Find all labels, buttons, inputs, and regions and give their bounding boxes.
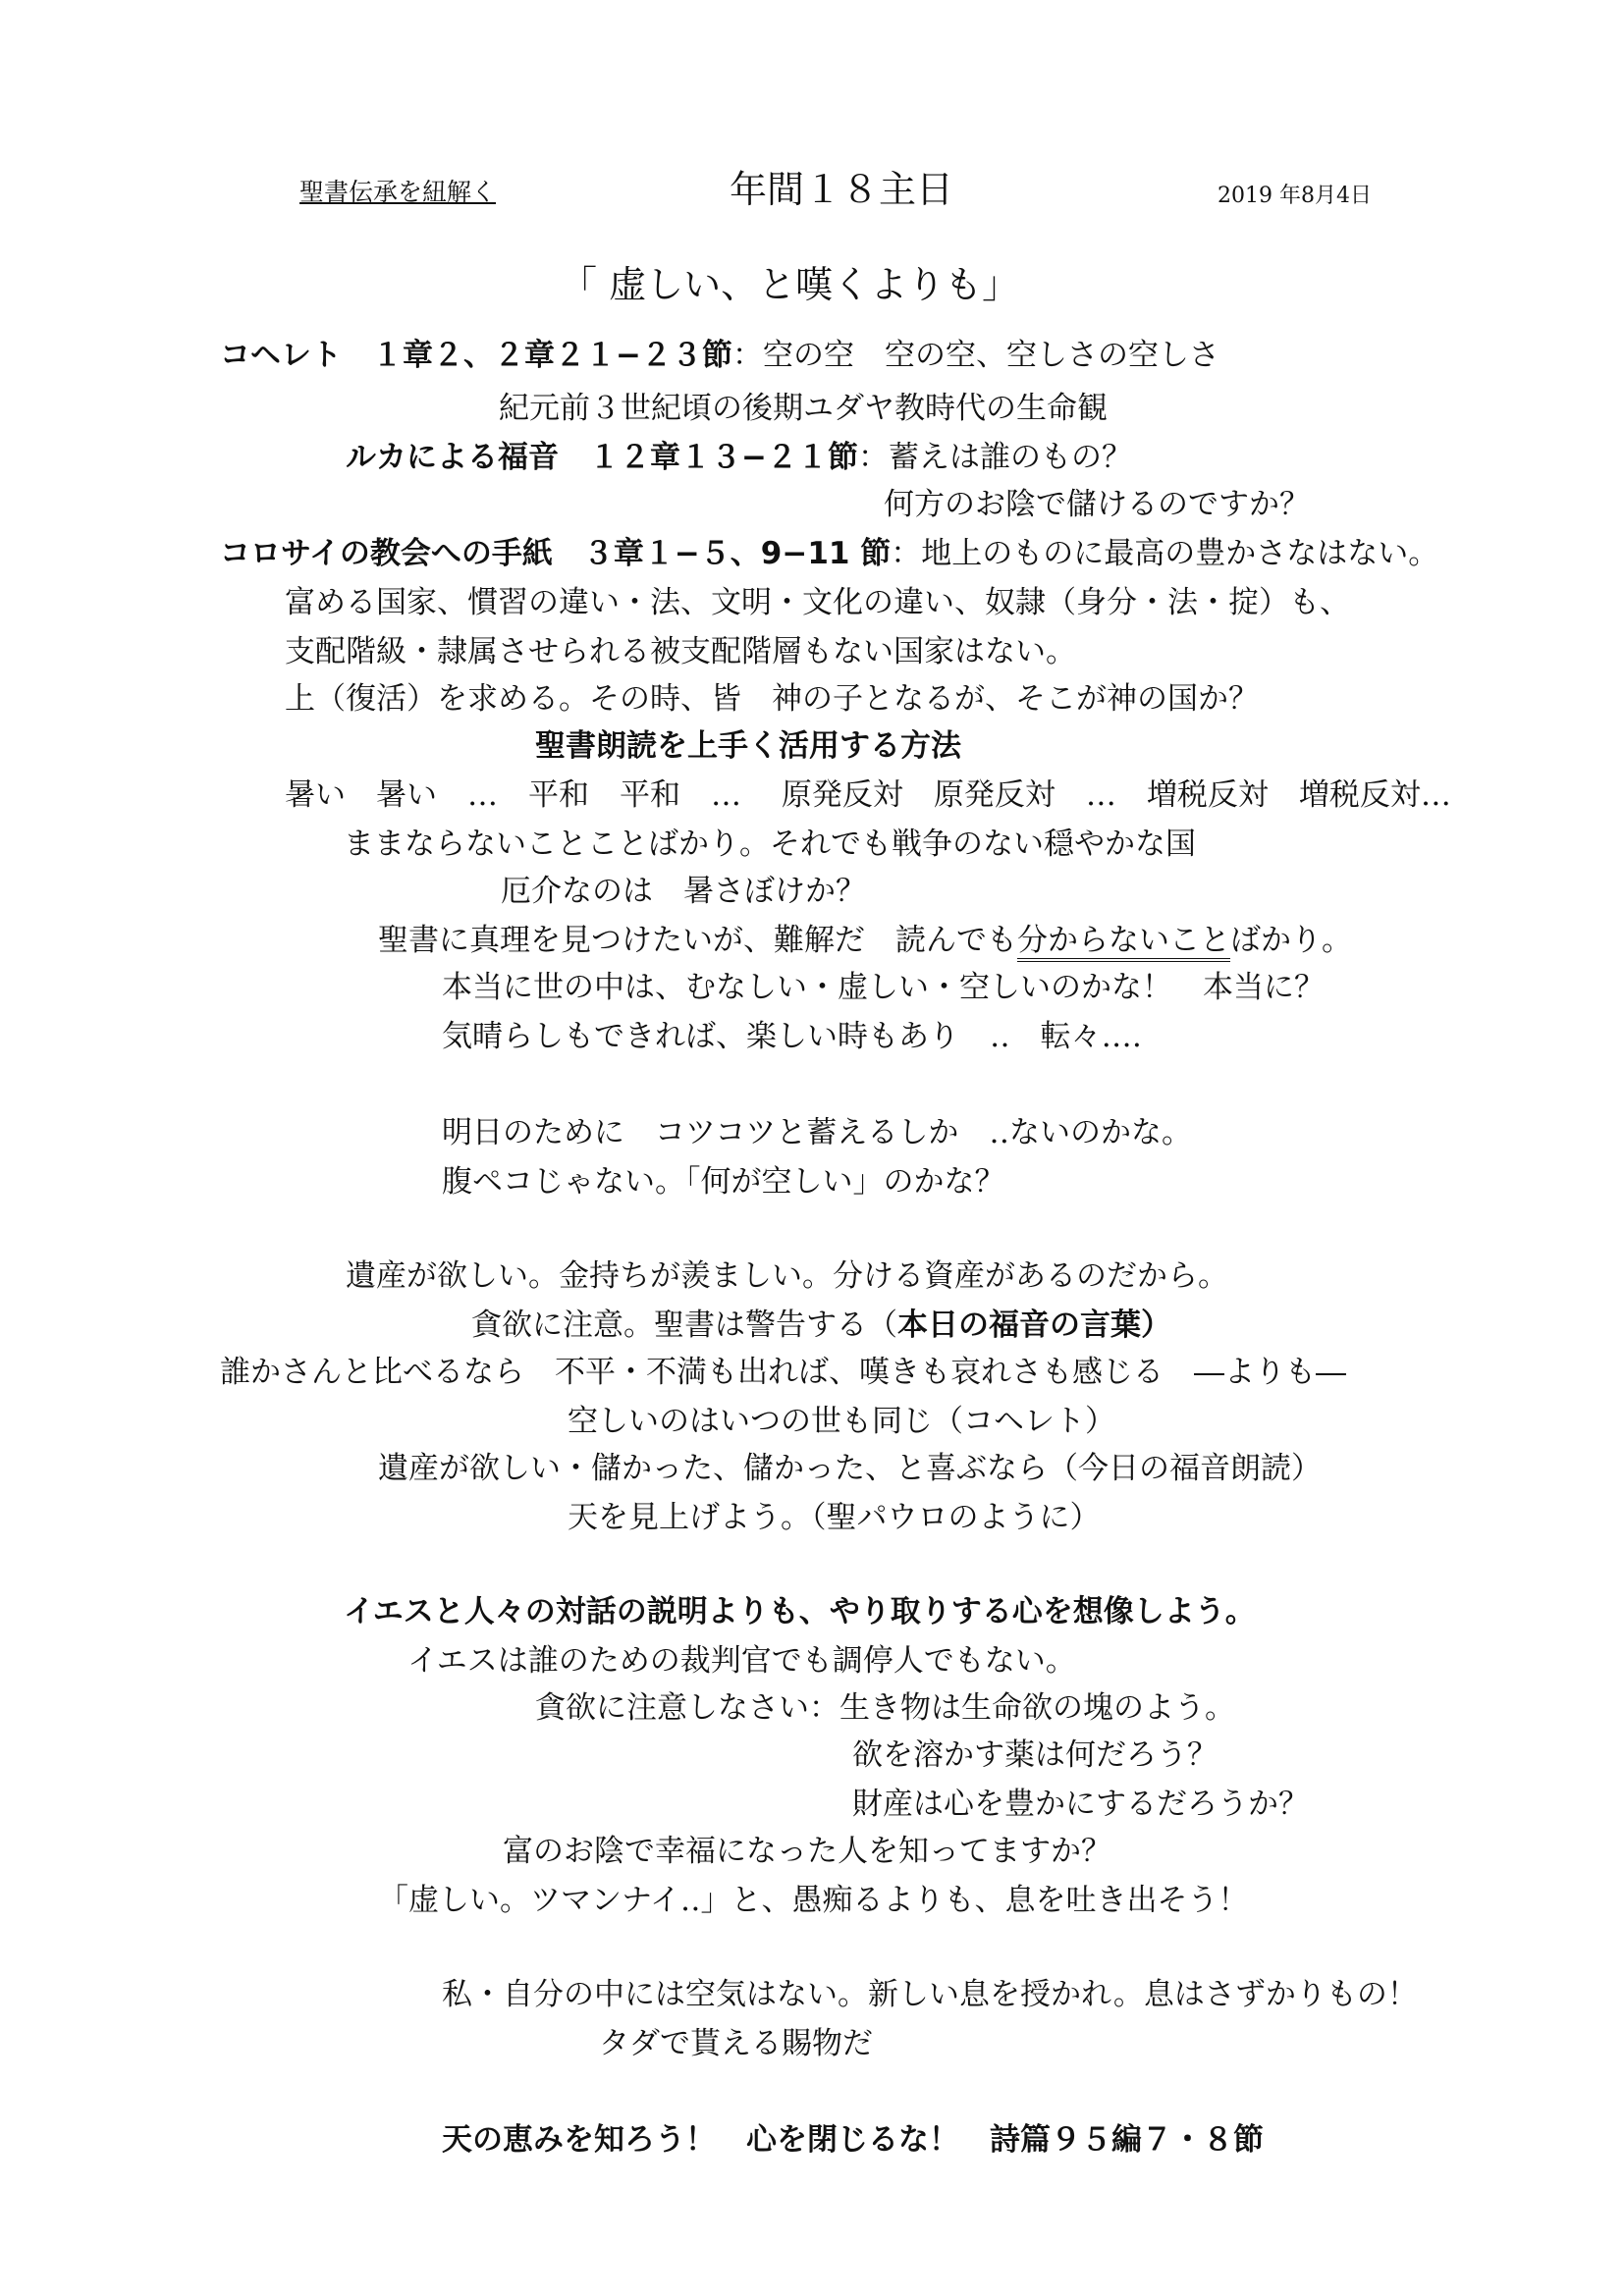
page-title: 年間１８主日 <box>730 168 954 211</box>
theme-title: 「 虚しい、と嘆くよりも」 <box>560 263 1020 306</box>
inheritance-line-2-a: 貪欲に注意。聖書は警告する（ <box>471 1308 897 1343</box>
dialogue-line-5: 富のお陰で幸福になった人を知ってますか？ <box>503 1834 1111 1869</box>
dialogue-line-7: 私・自分の中には空気はない。新しい息を授かれ。息はさずかりもの！ <box>442 1977 1418 2012</box>
dialogue-line-3: 欲を溶かす薬は何だろう？ <box>852 1737 1218 1773</box>
method-line-4-underlined: 分からないこと <box>1017 923 1230 962</box>
dialogue-line-1: イエスは誰のための裁判官でも調停人でもない。 <box>407 1643 1076 1679</box>
reading-2-ref: ルカによる福音 １２章１３−２１節 <box>346 440 858 475</box>
reading-1-line <box>220 336 1219 375</box>
method-line-4 <box>378 921 1352 960</box>
dialogue-line-8: タダで貰える賜物だ <box>599 2026 873 2061</box>
dialogue-heading: イエスと人々の対話の説明よりも、やり取りする心を想像しよう。 <box>344 1594 1256 1629</box>
reading-3-line-2: 支配階級・隷属させられる被支配階層もない国家はない。 <box>285 634 1076 669</box>
series-label: 聖書伝承を紐解く <box>299 178 497 206</box>
reading-3-line-3: 上（復活）を求める。その時、皆 神の子となるが、そこが神の国か？ <box>285 681 1259 717</box>
method-line-2: ままならないことことばかり。それでも戦争のない穏やかな国 <box>344 827 1196 862</box>
reading-2-note: ：蓄えは誰のもの？ <box>857 440 1132 475</box>
dialogue-line-4: 財産は心を豊かにするだろうか？ <box>852 1787 1309 1822</box>
method-line-8: 腹ペコじゃない。「何が空しい」のかな？ <box>442 1164 1005 1200</box>
method-line-6: 気晴らしもできれば、楽しい時もあり ‥ 転々‥‥ <box>442 1019 1143 1054</box>
method-heading: 聖書朗読を上手く活用する方法 <box>535 728 961 764</box>
dialogue-line-2: 貪欲に注意しなさい：生き物は生命欲の塊のよう。 <box>535 1690 1235 1726</box>
inheritance-line-4: 空しいのはいつの世も同じ（コヘレト） <box>568 1404 1115 1439</box>
inheritance-line-6: 天を見上げよう。（聖パウロのように） <box>568 1500 1101 1535</box>
reading-2-sub: 何方のお陰で儲けるのですか？ <box>884 487 1310 522</box>
reading-3-line <box>220 534 1438 573</box>
reading-3-ref: コロサイの教会への手紙 ３章１−５、9−11 節 <box>220 536 892 571</box>
reading-1-ref: コヘレト １章２、２章２１−２３節 <box>220 338 732 373</box>
closing-line: 天の恵みを知ろう！ 心を閉じるな！ 詩篇９５編７・８節 <box>442 2122 1264 2158</box>
method-line-3: 厄介なのは 暑さぼけか？ <box>501 874 866 909</box>
method-line-4-a: 聖書に真理を見つけたいが、難解だ 読んでも <box>378 923 1017 958</box>
reading-1-note: ：空の空 空の空、空しさの空しさ <box>731 338 1219 373</box>
reading-2-line <box>346 438 1132 477</box>
method-line-7: 明日のために コツコツと蓄えるしか ‥ないのかな。 <box>442 1115 1193 1150</box>
reading-3-note: ：地上のものに最高の豊かさなはない。 <box>891 536 1439 571</box>
dialogue-line-6: 「虚しい。ツマンナイ‥」と、愚痴るよりも、息を吐き出そう！ <box>378 1883 1249 1918</box>
inheritance-line-2-b: 本日の福音の言葉） <box>897 1308 1171 1343</box>
method-line-1: 暑い 暑い … 平和 平和 … 原発反対 原発反対 … 増税反対 増税反対… <box>285 777 1451 813</box>
inheritance-line-5: 遺産が欲しい・儲かった、儲かった、と喜ぶなら（今日の福音朗読） <box>378 1451 1322 1486</box>
inheritance-line-2 <box>471 1306 1171 1345</box>
method-line-5: 本当に世の中は、むなしい・虚しい・空しいのかな！ 本当に？ <box>442 970 1325 1005</box>
reading-3-line-1: 富める国家、慣習の違い・法、文明・文化の違い、奴隷（身分・法・掟）も、 <box>285 585 1350 620</box>
method-line-4-b: ばかり。 <box>1230 923 1352 958</box>
date-label: 2019 年8月4日 <box>1218 184 1372 208</box>
reading-1-sub: 紀元前３世紀頃の後期ユダヤ教時代の生命観 <box>499 391 1108 426</box>
inheritance-line-1: 遺産が欲しい。金持ちが羨ましい。分ける資産があるのだから。 <box>346 1258 1228 1294</box>
inheritance-line-3: 誰かさんと比べるなら 不平・不満も出れば、嘆きも哀れさも感じる ―よりも― <box>220 1355 1346 1390</box>
